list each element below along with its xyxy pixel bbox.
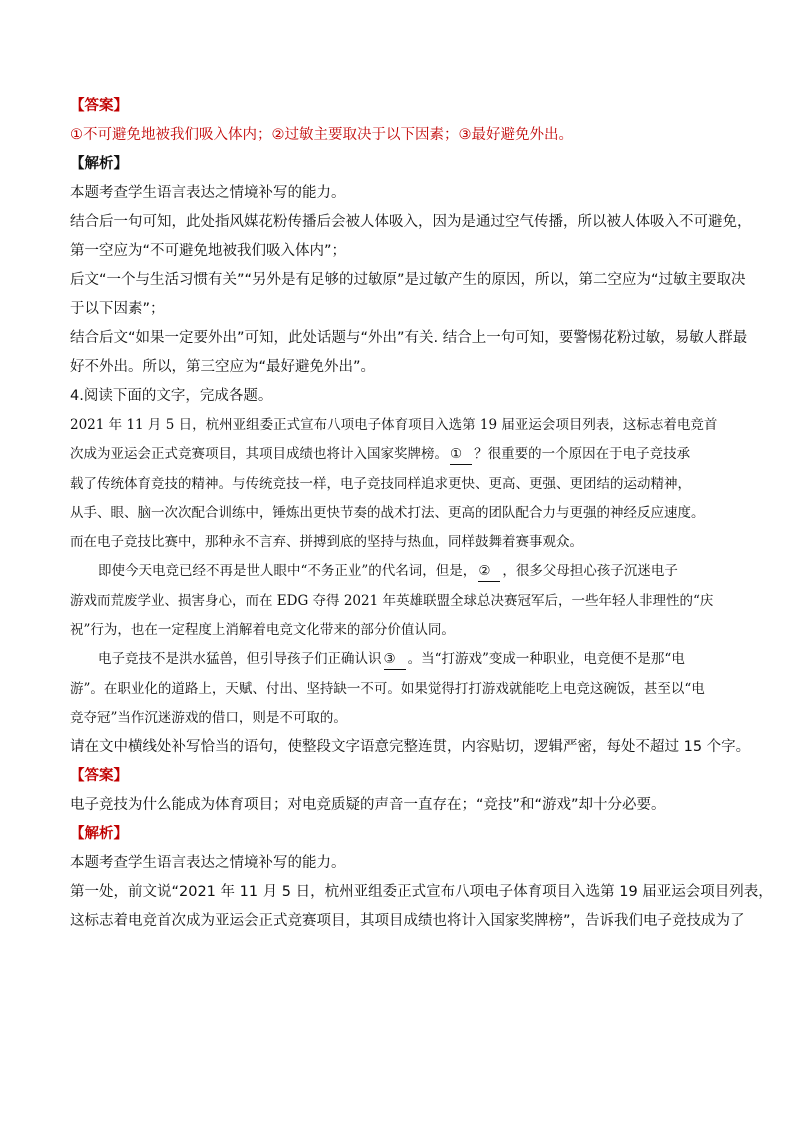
blank-2: ② <box>478 561 500 582</box>
analysis-line: 结合后文“如果一定要外出”可知，此处话题与“外出”有关. 结合上一句可知，要警惕花粉过敏，易敏人群最 <box>70 330 748 346</box>
analysis-label: 【解析】 <box>70 826 128 842</box>
passage-text: ？很重要的一个原因在于电子竞技承 <box>474 446 691 462</box>
reading-passage <box>70 415 730 728</box>
answer-label: 【答案】 <box>70 98 128 114</box>
analysis-line: 后文“一个与生活习惯有关”“另外是有足够的过敏原”是过敏产生的原因，所以，第二空应为“过敏主要取决 <box>70 272 746 288</box>
passage-line <box>70 561 730 582</box>
analysis-line: 第一处，前文说“2021 年 11 月 5 日，杭州亚组委正式宣布八项电子体育项目入选第 19 届亚运会项目列表， <box>70 884 773 900</box>
analysis-line: 本题考查学生语言表达之情境补写的能力。 <box>70 855 346 871</box>
passage-line: 游”。在职业化的道路上，天赋、付出、坚持缺一不可。如果觉得打打游戏就能吃上电竞这碗饭，甚至以“电 <box>70 681 705 697</box>
passage-text: 。当“打游戏”变成一种职业，电竞便不是那“电 <box>407 651 685 667</box>
passage-line: 2021 年 11 月 5 日，杭州亚组委正式宣布八项电子体育项目入选第 19 届亚运会项目列表，这标志着电竞首 <box>70 417 718 433</box>
passage-line <box>70 649 730 670</box>
passage-line: 祝”行为，也在一定程度上消解着电竞文化带来的部分价值认同。 <box>70 622 455 638</box>
analysis-line: 结合后一句可知，此处指风媒花粉传播后会被人体吸入，因为是通过空气传播，所以被人体吸入不可避免， <box>70 214 752 230</box>
passage-line: 游戏而荒废学业、损害身心，而在 EDG 夺得 2021 年英雄联盟全球总决赛冠军后，一些年轻人非理性的“庆 <box>70 593 714 609</box>
analysis-line: 于以下因素”； <box>70 301 165 317</box>
answer-text: ①不可避免地被我们吸入体内；②过敏主要取决于以下因素；③最好避免外出。 <box>70 127 573 143</box>
passage-text: ，很多父母担心孩子沉迷电子 <box>502 563 678 579</box>
passage-text: 即使今天电竞已经不再是世人眼中“不务正业”的代名词，但是， <box>98 563 477 579</box>
question-title: 4.阅读下面的文字，完成各题。 <box>70 388 273 404</box>
passage-line: 载了传统体育竞技的精神。与传统竞技一样，电子竞技同样追求更快、更高、更强、更团结的运动精神， <box>70 476 691 492</box>
document-page <box>70 96 773 940</box>
instruction: 请在文中横线处补写恰当的语句，使整段文字语意完整连贯，内容贴切，逻辑严密，每处不超过 15 个字。 <box>70 739 751 755</box>
analysis-label: 【解析】 <box>70 156 128 172</box>
analysis-line: 本题考查学生语言表达之情境补写的能力。 <box>70 185 346 201</box>
blank-3: ③ <box>384 649 406 670</box>
blank-1: ① <box>450 444 472 465</box>
answer-text: 电子竞技为什么能成为体育项目；对电竞质疑的声音一直存在；“竞技”和“游戏”却十分必要。 <box>70 797 666 813</box>
answer-label: 【答案】 <box>70 768 128 784</box>
passage-text: 次成为亚运会正式竞赛项目，其项目成绩也将计入国家奖牌榜。 <box>70 446 448 462</box>
passage-line: 从手、眼、脑一次次配合训练中，锤炼出更快节奏的战术打法、更高的团队配合力与更强的神经反应速度。 <box>70 505 705 521</box>
passage-line: 竞夺冠”当作沉迷游戏的借口，则是不可取的。 <box>70 710 347 726</box>
analysis-line: 第一空应为“不可避免地被我们吸入体内”； <box>70 243 347 259</box>
passage-line <box>70 444 730 465</box>
passage-line: 而在电子竞技比赛中，那种永不言弃、拼搏到底的坚持与热血，同样鼓舞着赛事观众。 <box>70 534 583 550</box>
passage-text: 电子竞技不是洪水猛兽，但引导孩子们正确认识 <box>98 651 382 667</box>
analysis-line: 好不外出。所以，第三空应为“最好避免外出”。 <box>70 359 376 375</box>
analysis-line: 这标志着电竞首次成为亚运会正式竞赛项目，其项目成绩也将计入国家奖牌榜”，告诉我们电子竞技成为了 <box>70 913 745 929</box>
